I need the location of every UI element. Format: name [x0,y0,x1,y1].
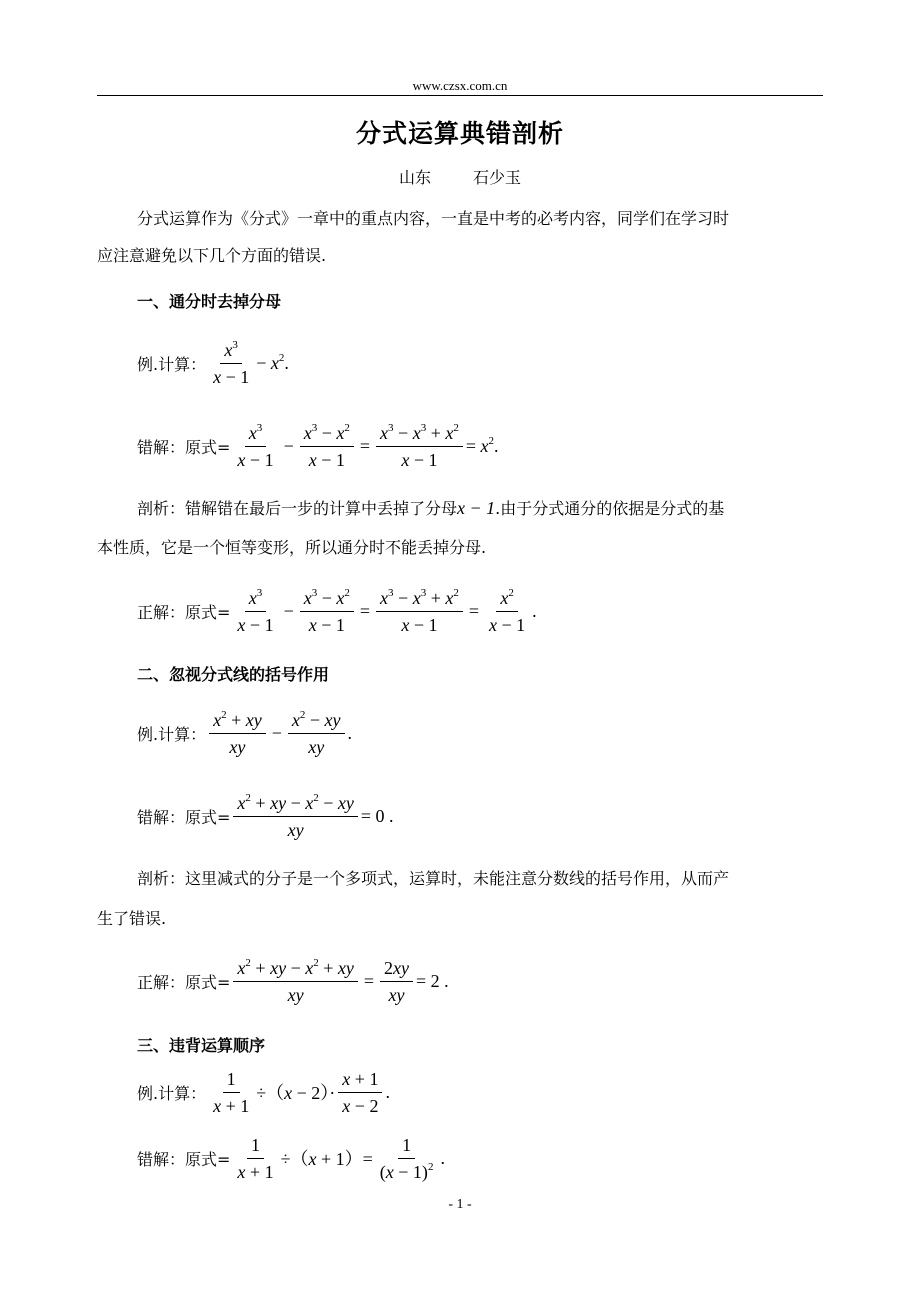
s2-analysis-line-1: 剖析：这里减式的分子是一个多项式，运算时，未能注意分数线的括号作用，从而产 [137,869,730,888]
intro-line-2: 应注意避免以下几个方面的错误. [97,246,327,265]
intro-line-1: 分式运算作为《分式》一章中的重点内容，一直是中考的必考内容，同学们在学习时 [137,209,730,228]
math-expr: = $x^2$. [465,434,499,456]
fraction: $\frac{1}{(x - 1)^2}$ [379,1134,434,1182]
fraction: $\frac{1}{x + 1}$ [237,1134,274,1182]
section-3-heading: 三、违背运算顺序 [137,1036,266,1055]
s1-analysis-line-2: 本性质，它是一个恒等变形，所以通分时不能丢掉分母. [97,538,487,557]
math-expr: = 0 . [360,805,394,826]
author-line [0,165,920,188]
s3-wrong-solution: 错解：原式= $\frac{1}{x + 1}$ ÷（x + 1）= $\frac{1}{(x - 1)^2}$ . [137,1134,445,1182]
fraction: $\frac{x^2 + xy - x^2 - xy}{xy}$ [233,792,357,841]
math-expr: ÷（x + 1）= [280,1149,373,1169]
math-expr: − $x^2$. [256,351,289,373]
s3-wrong-label: 错解：原式= [137,1149,231,1169]
s1-example [137,335,289,391]
fraction: $\frac{x^3}{x - 1}$ [237,421,274,470]
fraction: $\frac{x^3 - x^3 + x^2}{x - 1}$ [376,587,463,636]
s3-example-label: 例.计算： [137,1083,207,1103]
fraction: $\frac{x^2 - xy}{xy}$ [288,709,345,758]
s1-example-label: 例.计算： [137,354,207,374]
s2-correct-solution: 正解：原式= $\frac{x^2 + xy - x^2 + xy}{xy}$ = $\frac{2xy}{xy}$ = 2 . [137,956,449,1005]
s2-analysis-line-2: 生了错误. [97,909,167,928]
s1-correct-solution: 正解：原式= $\frac{x^3}{x - 1}$ − $\frac{x^3 - x^2}{x - 1}$ = $\frac{x^3 - x^3 + x^2}{x - 1}$ = $\frac{x^2}{x - 1}$ . [137,586,537,635]
s1-wrong-solution: 错解：原式= $\frac{x^3}{x - 1}$ − $\frac{x^3 - x^2}{x - 1}$ = $\frac{x^3 - x^3 + x^2}{x - 1}$ = $x^2$. [137,421,499,470]
fraction: $\frac{x + 1}{x - 2}$ [338,1068,382,1117]
fraction: $\frac{x^2 + xy}{xy}$ [209,709,266,758]
fraction: $\frac{x^3 - x^3 + x^2}{x - 1}$ [376,422,463,471]
section-1-heading: 一、通分时去掉分母 [137,292,282,311]
math-expr: = 2 . [416,970,449,991]
section-2-heading: 二、忽视分式线的括号作用 [137,665,330,684]
author-name: 石少玉 [473,168,522,187]
s2-correct-label: 正解：原式= [137,972,231,992]
page-number: - 1 - [448,1197,472,1212]
s1-analysis-line-1: 剖析：错解错在最后一步的计算中丢掉了分母x − 1.由于分式通分的依据是分式的基 [137,498,725,518]
fraction: $\frac{2xy}{xy}$ [380,957,413,1006]
fraction: $\frac{x^2}{x - 1}$ [489,586,526,635]
header-divider [97,95,823,96]
header-url: www.czsx.com.cn [412,78,508,93]
page-title: 分式运算典错剖析 [355,119,564,148]
fraction: $\frac{x^3}{x - 1}$ [237,586,274,635]
author-place: 山东 [398,168,431,187]
s3-example: 例.计算： $\frac{1}{x + 1}$ ÷（x − 2）· $\frac{x + 1}{x - 2}$ . [137,1068,390,1116]
s2-example-label: 例.计算： [137,724,207,744]
s1-correct-label: 正解：原式= [137,602,231,622]
s1-wrong-label: 错解：原式= [137,437,231,457]
fraction: $\frac{1}{x + 1}$ [213,1068,250,1116]
fraction: $\frac{x^3}{x - 1}$ [213,338,250,387]
s2-wrong-solution [137,788,394,844]
fraction: $\frac{x^2 + xy - x^2 + xy}{xy}$ [233,957,357,1006]
math-expr: ÷（x − 2）· [256,1083,336,1103]
s2-wrong-label: 错解：原式= [137,807,231,827]
fraction: $\frac{x^3 - x^2}{x - 1}$ [300,422,354,471]
fraction: $\frac{x^3 - x^2}{x - 1}$ [300,587,354,636]
s2-example: 例.计算： $\frac{x^2 + xy}{xy}$ − $\frac{x^2 - xy}{xy}$ . [137,708,353,757]
